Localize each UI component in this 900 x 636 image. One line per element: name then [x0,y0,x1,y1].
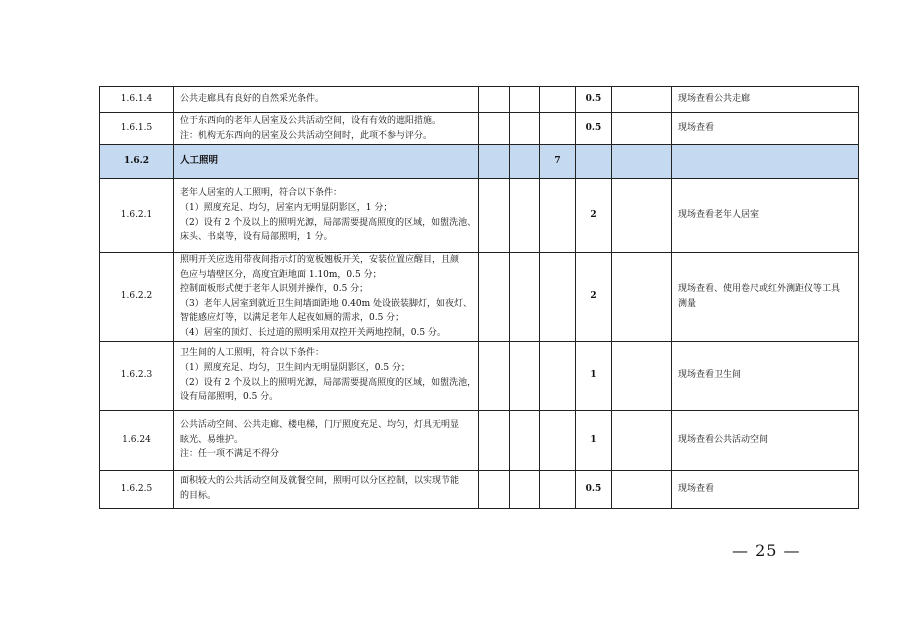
score-cell: 1 [576,341,612,410]
criteria-line: 公共走廊具有良好的自然采光条件。 [180,94,325,105]
table-row [100,253,859,342]
score-cell [576,145,612,179]
blank-cell [612,113,672,145]
item-code-cell: 1.6.1.4 [100,87,174,113]
blank-cell [612,470,672,508]
table-row [100,470,859,508]
criteria-line: 位于东西向的老年人居室及公共活动空间，设有有效的遮阳措施。 [180,115,442,126]
blank-cell [510,341,540,410]
criteria-line: 人工照明 [180,155,219,167]
subtotal-cell: 7 [540,145,576,179]
method-cell [672,470,859,508]
score-cell: 2 [576,179,612,253]
criteria-cell [174,470,479,508]
method-cell [672,145,859,179]
item-code-cell: 1.6.2.3 [100,341,174,410]
criteria-line: 注：机构无东西向的居室及公共活动空间时，此项不参与评分。 [180,130,433,141]
criteria-cell [174,410,479,470]
table-row [100,113,859,145]
criteria-cell [174,341,479,410]
criteria-cell [174,179,479,253]
item-code-cell: 1.6.2.1 [100,179,174,253]
criteria-line: 智能感应灯等，以满足老年人起夜如厕的需求，0.5 分； [180,313,405,324]
criteria-line: 面积较大的公共活动空间及就餐空间，照明可以分区控制，以实现节能 [180,476,460,487]
blank-cell [612,410,672,470]
criteria-line: 公共活动空间、公共走廊、楼电梯，门厅照度充足、均匀，灯具无明显 [180,420,460,431]
blank-cell [479,179,510,253]
method-line: 现场查看 [678,483,715,494]
blank-cell [510,179,540,253]
blank-cell [612,179,672,253]
blank-cell [510,470,540,508]
blank-cell [479,410,510,470]
subtotal-cell [540,470,576,508]
table-row [100,410,859,470]
score-cell: 0.5 [576,470,612,508]
table-row [100,179,859,253]
method-line: 现场查看 [678,123,715,133]
criteria-cell [174,113,479,145]
criteria-line: 床头、书桌等，设有局部照明，1 分。 [180,232,333,243]
blank-cell [479,341,510,410]
criteria-line: 眩光、易维护。 [180,434,244,445]
item-code-cell: 1.6.2.5 [100,470,174,508]
criteria-line: （4）居室的顶灯、长过道的照明采用双控开关两地控制，0.5 分。 [180,327,446,338]
blank-cell [612,341,672,410]
criteria-line: （2）设有 2 个及以上的照明光源，局部需要提高照度的区域，如盥洗池、 [180,217,477,228]
subtotal-cell [540,179,576,253]
method-line: 现场查看公共走廊 [678,94,751,104]
score-cell: 0.5 [576,87,612,113]
criteria-line: 设有局部照明，0.5 分。 [180,392,279,403]
subtotal-cell [540,113,576,145]
item-code-cell: 1.6.1.5 [100,113,174,145]
method-line: 现场查看老年人居室 [678,210,760,220]
method-cell [672,113,859,145]
score-cell: 1 [576,410,612,470]
criteria-line: （1）照度充足、均匀，卫生间内无明显阴影区，0.5 分； [180,362,410,373]
item-code-cell: 1.6.2.2 [100,253,174,342]
method-line: 测量 [678,298,697,309]
blank-cell [479,253,510,342]
criteria-line: （3）老年人居室到就近卫生间墙面距地 0.40m 处设嵌装脚灯，如夜灯、 [180,298,473,309]
method-cell [672,253,859,342]
page-number: — 25 — [732,541,801,560]
blank-cell [479,470,510,508]
method-line: 现场查看卫生间 [678,370,742,381]
blank-cell [510,113,540,145]
subtotal-cell [540,87,576,113]
item-code-cell: 1.6.2 [100,145,174,179]
method-line: 现场查看、使用卷尺或红外测距仪等工具 [678,283,841,294]
score-cell: 0.5 [576,113,612,145]
criteria-line: （1）照度充足、均匀，居室内无明显阴影区，1 分； [180,202,393,213]
blank-cell [612,87,672,113]
method-cell [672,87,859,113]
blank-cell [510,145,540,179]
method-cell [672,410,859,470]
table-row [100,341,859,410]
subtotal-cell [540,341,576,410]
method-line: 现场查看公共活动空间 [678,434,769,445]
subtotal-cell [540,410,576,470]
criteria-cell [174,253,479,342]
blank-cell [612,253,672,342]
criteria-line: 色应与墙壁区分，高度宜距地面 1.10m，0.5 分； [180,269,382,280]
method-cell [672,179,859,253]
criteria-line: 的目标。 [180,491,217,502]
criteria-line: 注：任一项不满足不得分 [180,449,280,460]
table-row [100,87,859,113]
subtotal-cell [540,253,576,342]
blank-cell [510,87,540,113]
criteria-line: 卫生间的人工照明，符合以下条件： [180,348,325,359]
blank-cell [510,410,540,470]
method-cell [672,341,859,410]
criteria-line: 老年人居室的人工照明，符合以下条件： [180,188,343,199]
blank-cell [612,145,672,179]
criteria-line: 照明开关应选用带夜间指示灯的宽板翘板开关，安装位置应醒目，且颜 [180,255,460,265]
item-code-cell: 1.6.24 [100,410,174,470]
blank-cell [479,113,510,145]
evaluation-table [99,86,859,509]
criteria-line: （2）设有 2 个及以上的照明光源，局部需要提高照度的区域，如盥洗池， [180,377,477,388]
criteria-cell [174,87,479,113]
blank-cell [479,87,510,113]
criteria-cell [174,145,479,179]
section-row [100,145,859,179]
score-cell: 2 [576,253,612,342]
blank-cell [479,145,510,179]
blank-cell [510,253,540,342]
criteria-line: 控制面板形式便于老年人识别并操作，0.5 分； [180,284,369,295]
